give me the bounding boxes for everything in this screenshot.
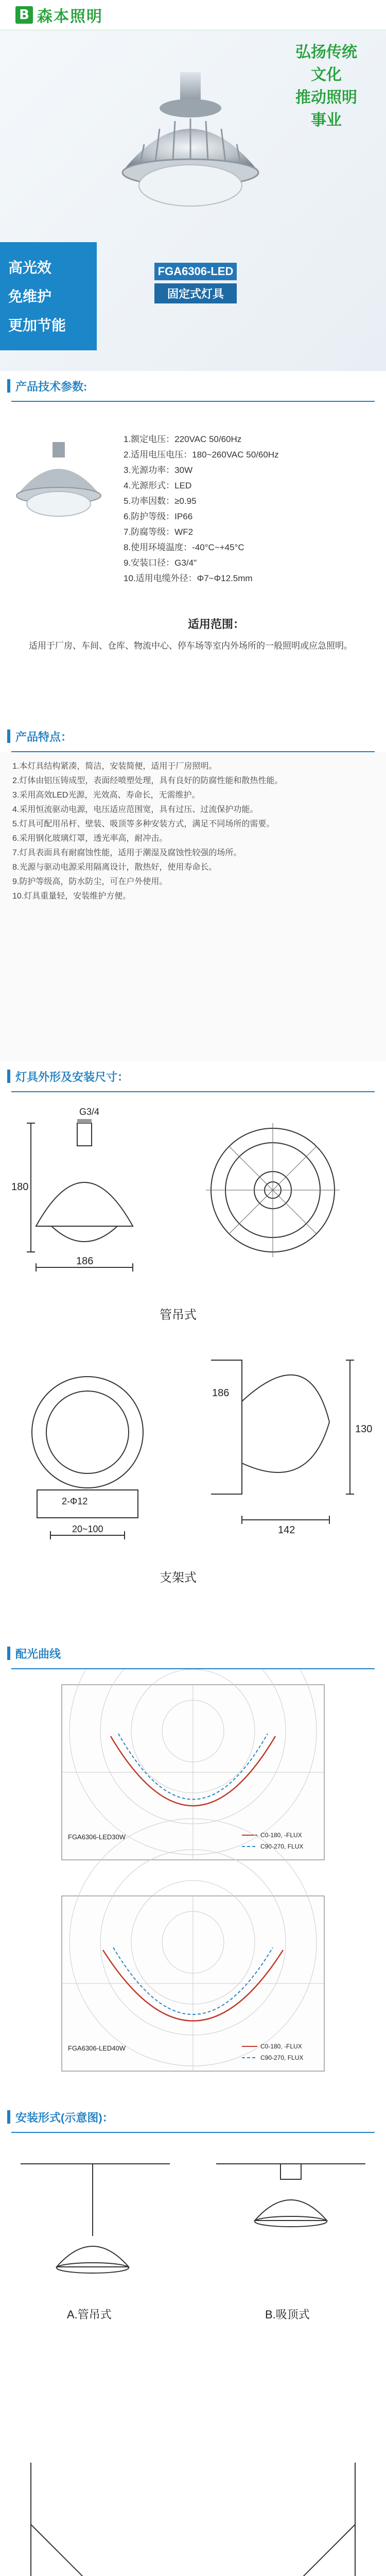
install-b-caption: B.吸顶式	[265, 2308, 310, 2321]
hero-banner	[0, 31, 386, 371]
brand-logo[interactable]	[15, 4, 103, 26]
param-item: 3.光源功率：30W	[124, 465, 193, 475]
curve-chart-1	[62, 1669, 324, 1860]
dim-width-label: 186	[76, 1256, 94, 1267]
curves-drawing	[0, 1669, 386, 2102]
dim-bracket-width: 142	[278, 1524, 295, 1536]
param-item: 4.光源形式：LED	[124, 481, 192, 490]
dim-bracket-height: 186	[212, 1387, 230, 1399]
page-header	[0, 0, 386, 31]
feature-item: 3.采用高效LED光源，光效高、寿命长，无需维护。	[12, 791, 200, 800]
dimensions-drawing	[0, 1092, 386, 1638]
curve-title: 配光曲线	[15, 1647, 61, 1660]
feature-item: 6.采用钢化玻璃灯罩，透光率高，耐冲击。	[12, 834, 168, 843]
dimensions-title: 灯具外形及安装尺寸：	[15, 1070, 129, 1083]
dim-hole: 2-Φ12	[62, 1496, 88, 1506]
curves-svg	[0, 1669, 386, 2102]
curve-section-title	[0, 1638, 386, 1668]
feature-item: 8.光源与驱动电源采用隔离设计，散热好，使用寿命长。	[12, 863, 217, 872]
dim-height-label: 180	[11, 1181, 29, 1193]
dim-bracket-height-2: 130	[355, 1423, 373, 1435]
dim-hole-span: 20~100	[72, 1524, 103, 1534]
hero-slogan	[295, 41, 357, 132]
feature-item: 1.本灯具结构紧凑，简洁，安装简便，适用于厂房照明。	[12, 762, 217, 771]
caption-pendant: 管吊式	[160, 1308, 197, 1322]
curve-1-legend-a: C0-180, -FLUX	[260, 1832, 302, 1839]
params-section	[0, 402, 386, 721]
hero-feature-2: 免维护	[8, 288, 52, 305]
brand-mark-icon: B	[15, 6, 33, 24]
features-title: 产品特点：	[15, 730, 73, 743]
feature-item: 10.灯具重量轻，安装维护方便。	[12, 892, 131, 901]
hero-slogan-line-2: 推动照明事业	[295, 89, 357, 129]
hero-model-type: 固定式灯具	[154, 283, 237, 303]
curve-2-model: FGA6306-LED40W	[68, 2044, 126, 2052]
feature-item: 9.防护等级高，防水防尘，可在户外使用。	[12, 877, 168, 886]
install-section-title	[0, 2102, 386, 2132]
hero-feature-box	[0, 242, 97, 350]
hero-slogan-line-1: 弘扬传统文化	[295, 43, 357, 84]
install-title: 安装形式(示意图)：	[15, 2111, 114, 2124]
params-title: 产品技术参数:	[15, 380, 87, 393]
feature-item: 7.灯具表面具有耐腐蚀性能，适用于潮湿及腐蚀性较强的场所。	[12, 849, 242, 857]
curve-2-legend-a: C0-180, -FLUX	[260, 2043, 302, 2050]
feature-item: 5.灯具可配用吊杆、壁装、吸顶等多种安装方式，满足不同场所的需要。	[12, 820, 275, 828]
param-item: 1.额定电压：220VAC 50/60Hz	[124, 434, 242, 444]
install-drawing	[0, 2133, 386, 2576]
section-bar	[7, 730, 10, 743]
dimensions-section-title	[0, 1061, 386, 1091]
hero-feature-1: 高光效	[8, 259, 52, 276]
curve-1-legend-b: C90-270, FLUX	[260, 1843, 304, 1850]
param-item: 7.防腐等级：WF2	[124, 527, 194, 537]
curve-1-model: FGA6306-LED30W	[68, 1833, 126, 1841]
section-bar	[7, 379, 10, 393]
params-lamp-image	[7, 438, 110, 526]
hero-model-number: FGA6306-LED	[154, 263, 237, 280]
section-bar	[7, 2110, 10, 2124]
install-a-caption: A.管吊式	[67, 2308, 112, 2321]
brand-name: 森本照明	[37, 7, 103, 26]
param-item: 10.适用电缆外径：Φ7~Φ12.5mm	[124, 573, 253, 583]
features-section	[0, 752, 386, 1061]
caption-bracket: 支架式	[160, 1571, 197, 1585]
param-item: 8.使用环境温度：-40°C~+45°C	[124, 543, 244, 552]
hero-feature-3: 更加节能	[8, 317, 66, 334]
param-item: 5.功率因数：≥0.95	[124, 496, 197, 506]
features-section-title	[0, 721, 386, 751]
params-list	[124, 432, 279, 586]
feature-item: 4.采用恒流驱动电源，电压适应范围宽，具有过压、过流保护功能。	[12, 805, 258, 814]
section-bar	[7, 1647, 10, 1660]
feature-item: 2.灯体由铝压铸成型，表面经喷塑处理，具有良好的防腐性能和散热性能。	[12, 776, 283, 785]
features-list	[0, 752, 386, 904]
param-item: 9.安装口径：G3/4"	[124, 558, 197, 568]
param-item: 2.适用电压电压：180~260VAC 50/60Hz	[124, 450, 279, 460]
usage-text: 适用于厂房、车间、仓库、物流中心、停车场等室内外场所的一般照明或应急照明。	[29, 641, 353, 651]
param-item: 6.防护等级：IP66	[124, 512, 193, 521]
usage-title: 适用范围：	[188, 618, 245, 631]
install-svg	[0, 2133, 386, 2576]
hero-lamp-image	[103, 67, 278, 252]
dimensions-svg	[0, 1092, 386, 1638]
dim-top-label: G3/4	[79, 1107, 100, 1117]
curve-2-legend-b: C90-270, FLUX	[260, 2054, 304, 2061]
params-section-title	[0, 371, 386, 401]
section-bar	[7, 1070, 10, 1083]
